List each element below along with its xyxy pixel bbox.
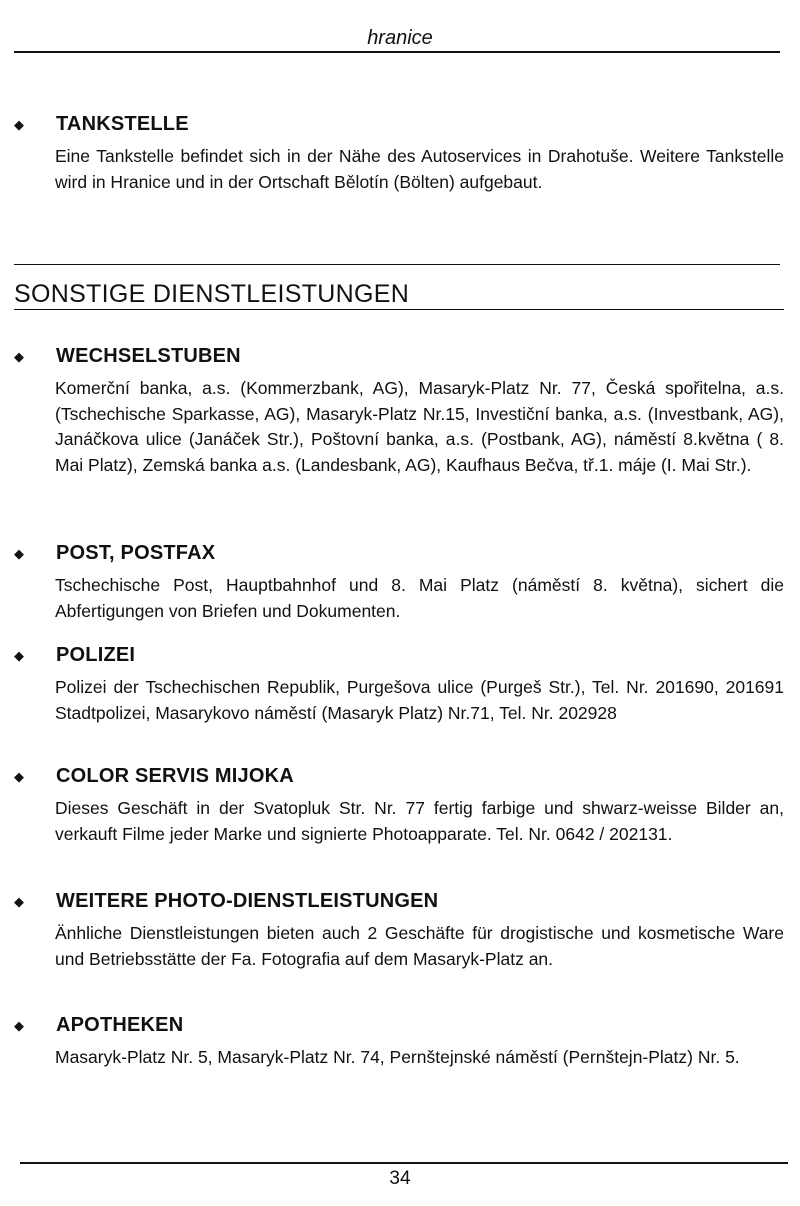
page-number: 34 (389, 1168, 411, 1189)
entry-weitere-photo-dienstleistungen (14, 889, 784, 972)
entry-polizei (14, 643, 784, 726)
entry-title: APOTHEKEN (56, 1014, 184, 1036)
entry-body: Tschechische Post, Hauptbahnhof und 8. Mai Platz (náměstí 8. května), sichert die Abfertigungen von Briefen und Dokumenten. (55, 575, 784, 621)
entry-post-postfax (14, 541, 784, 624)
entry-title: WECHSELSTUBEN (56, 345, 241, 367)
diamond-bullet-icon: ◆ (14, 1018, 24, 1033)
entry-wechselstuben (14, 344, 784, 478)
diamond-bullet-icon: ◆ (14, 769, 24, 784)
diamond-bullet-icon: ◆ (14, 546, 24, 561)
entry-title: COLOR SERVIS MIJOKA (56, 765, 294, 787)
entry-color-servis-mijoka (14, 764, 784, 847)
entry-body: Masaryk-Platz Nr. 5, Masaryk-Platz Nr. 74, Pernštejnské náměstí (Pernštejn-Platz) Nr. 5. (55, 1047, 740, 1067)
entry-body: Polizei der Tschechischen Republik, Purgešova ulice (Purgeš Str.), Tel. Nr. 201690, 201691 Stadtpolizei, Masarykovo náměstí (Masaryk Platz) Nr.71, Tel. Nr. 202928 (55, 677, 784, 723)
section-rule-top (14, 264, 780, 265)
diamond-bullet-icon: ◆ (14, 117, 24, 132)
entry-body: Komerční banka, a.s. (Kommerzbank, AG), Masaryk-Platz Nr. 77, Česká spořitelna, a.s. (Tschechische Sparkasse, AG), Masaryk-Platz Nr.15, Investiční banka, a.s. (Investbank, AG), Janáčkova ulice (Janáček Str.), Poštovní banka, a.s. (Postbank, AG), náměstí 8.května ( 8. Mai Platz), Zemská banka a.s. (Landesbank, AG), Kaufhaus Bečva, tř.1. máje (I. Mai Str.). (55, 378, 784, 475)
entry-title: POST, POSTFAX (56, 542, 216, 564)
section-rule-bottom (14, 309, 784, 310)
diamond-bullet-icon: ◆ (14, 648, 24, 663)
section-title: SONSTIGE DIENSTLEISTUNGEN (14, 280, 410, 308)
entry-title: WEITERE PHOTO-DIENSTLEISTUNGEN (56, 890, 439, 912)
header-rule (14, 51, 780, 53)
diamond-bullet-icon: ◆ (14, 349, 24, 364)
entry-body: Eine Tankstelle befindet sich in der Nähe des Autoservices in Drahotuše. Weitere Tankstelle wird in Hranice und in der Ortschaft Bělotín (Bölten) aufgebaut. (55, 146, 784, 192)
entry-body: Dieses Geschäft in der Svatopluk Str. Nr. 77 fertig farbige und shwarz-weisse Bilder an, verkauft Filme jeder Marke und signierte Photoapparate. Tel. Nr. 0642 / 202131. (55, 798, 784, 844)
entry-body: Änhliche Dienstleistungen bieten auch 2 Geschäfte für drogistische und kosmetische Ware und Betriebsstätte der Fa. Fotografia auf dem Masaryk-Platz an. (55, 923, 784, 969)
entry-apotheken (14, 1013, 784, 1071)
footer-rule (20, 1162, 788, 1164)
entry-title: TANKSTELLE (56, 113, 189, 135)
running-title: hranice (367, 27, 433, 49)
entry-tankstelle (14, 112, 784, 195)
diamond-bullet-icon: ◆ (14, 894, 24, 909)
entry-title: POLIZEI (56, 644, 136, 666)
